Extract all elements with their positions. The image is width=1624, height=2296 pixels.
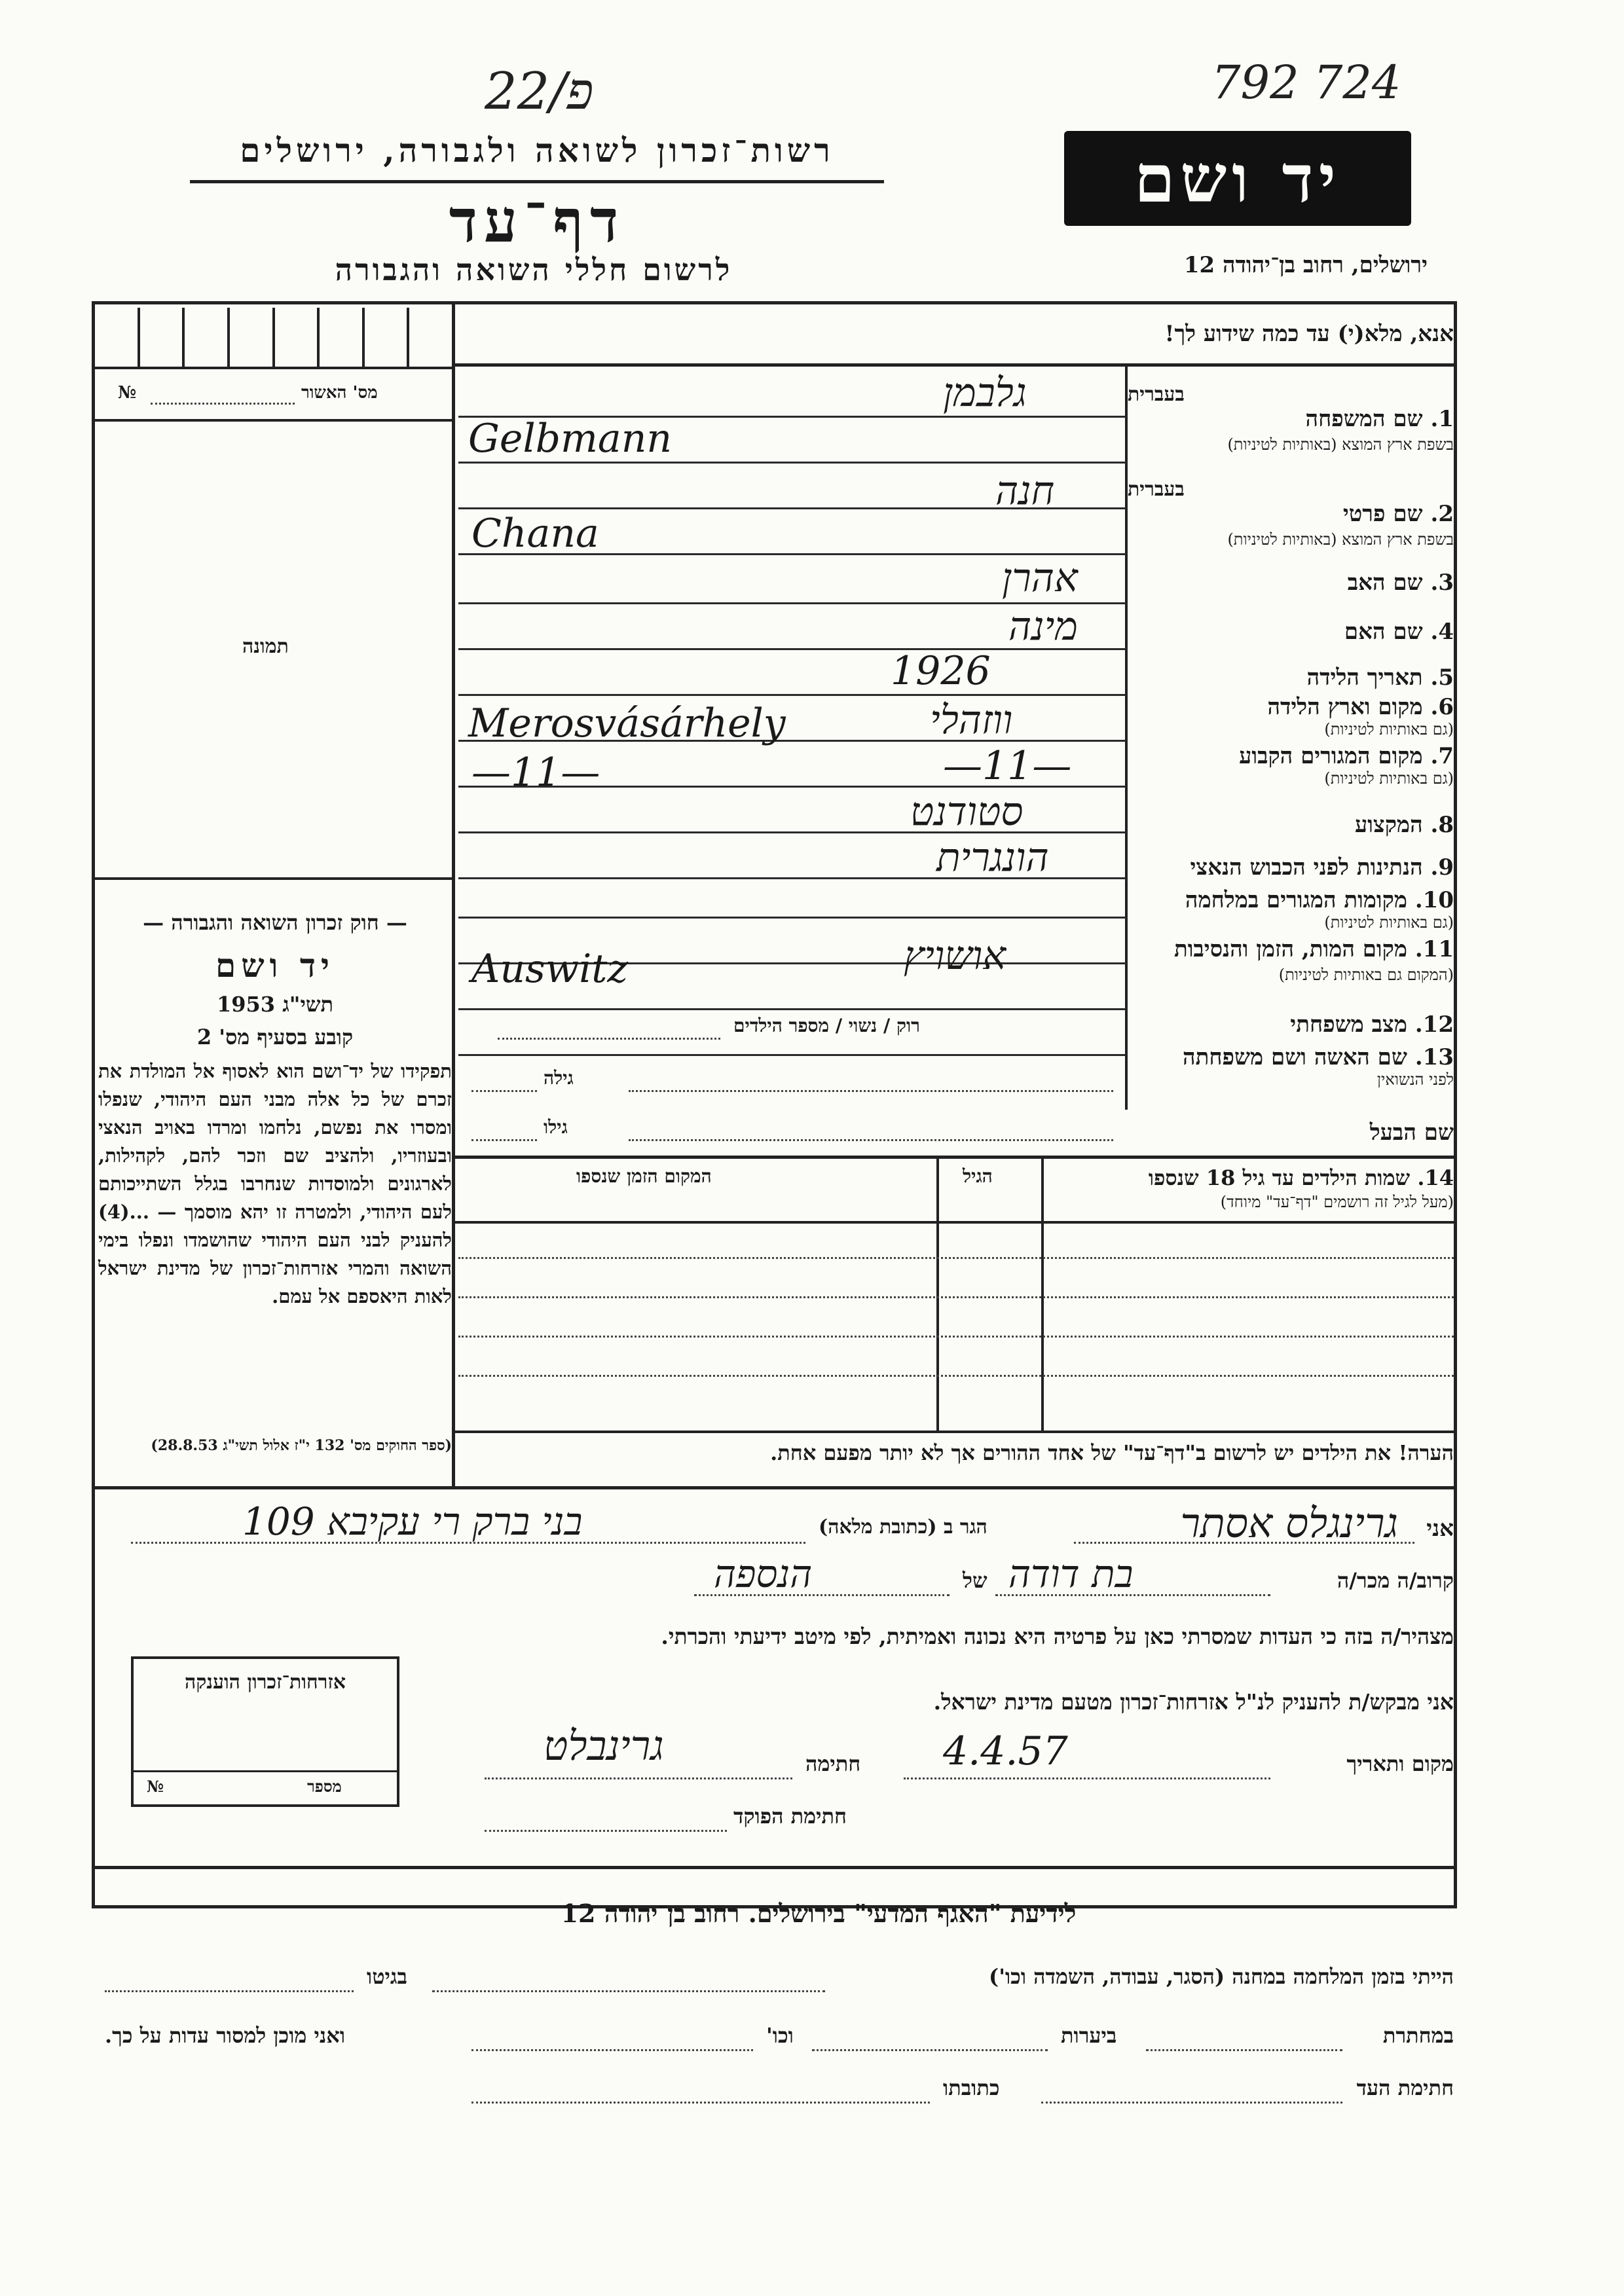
witness-address-label: כתובתו (943, 2075, 1000, 2100)
field-2-value-latin: Chana (471, 511, 599, 556)
field-2-label: 2. שם פרטי (1342, 501, 1454, 527)
citizenship-number-suffix: № (147, 1777, 164, 1796)
organization-name: רשות־זכרון לשואה ולגבורה, ירושלים (240, 131, 834, 170)
field-1-value-hebrew: גלבמן (943, 370, 1027, 416)
field-1-label: 1. שם המשפחה (1305, 406, 1454, 432)
husband-age-label: גילו (544, 1116, 568, 1138)
underground-label: במחתרת (1382, 2023, 1454, 2048)
field-11-value-hebrew: אושויץ (904, 933, 1006, 979)
field-3-label: 3. שם האב (1347, 570, 1454, 596)
children-sub: (מעל לגיל זה רושמים "דף־עד" מיוחד) (1220, 1193, 1454, 1211)
law-name: יד ושם (215, 946, 335, 985)
field-8-value: סטודנט (910, 789, 1024, 835)
signature-label: חתימה (805, 1751, 861, 1776)
form-title: דף־עד (449, 187, 625, 256)
left-column-divider (452, 301, 455, 1486)
field-13-sub: לפני הנשואין (1376, 1070, 1454, 1089)
field-10-sub: (גם באותיות לטיניות) (1324, 913, 1454, 932)
form-subtitle: לרשום חללי השואה והגבורה (335, 252, 733, 287)
husband-label: שם הבעל (1369, 1120, 1454, 1146)
field-7-value-hebrew: —11— (943, 743, 1072, 789)
of-value: הנספה (714, 1552, 813, 1596)
witness-signature-label: חתימת העד (1356, 2075, 1454, 2100)
ghetto-label: בגיטו (367, 1964, 407, 1989)
children-age-header: הגיל (963, 1165, 993, 1187)
reference-number: 792 724 (1211, 56, 1401, 109)
photo-label: תמונה (242, 635, 289, 658)
children-note: הערה! את הילדים יש לרשום ב"דף־עד" של אחד ההורים אך לא יותר מפעם אחת. (770, 1440, 1454, 1465)
wife-age-label: גילה (544, 1067, 574, 1089)
law-clause: קובע בסעיף מס' 2 (196, 1025, 354, 1049)
field-10-label: 10. מקומות המגורים במלחמה (1185, 887, 1454, 913)
declaration-text: מצהיר/ה בזה כי העדות שמסרתי כאן על פרטיה היא נכונה ואמיתית, לפי מיטב ידיעתי והכרתי. (661, 1624, 1454, 1649)
marital-status-options: רוק / נשוי / מספר הילדים (733, 1015, 920, 1036)
field-5-label: 5. תאריך הלידה (1306, 665, 1454, 691)
field-8-label: 8. המקצוע (1354, 812, 1454, 838)
field-1-hebrew-tag: בעברית (1128, 383, 1185, 406)
field-1-sub: בשפת ארץ המוצא (באותיות לטיניות) (1227, 435, 1454, 454)
approval-number-label: מס' האשור (301, 383, 378, 403)
field-4-value: מינה (1008, 604, 1078, 649)
field-9-label: 9. הנתינות לפני הכבוש הנאצי (1190, 854, 1454, 881)
relation-label: קרוב/ה מכר/ה (1337, 1568, 1454, 1593)
children-label: 14. שמות הילדים עד גיל 18 שנספו (1148, 1165, 1454, 1190)
field-2-value-hebrew: חנה (995, 468, 1055, 514)
field-9-value: הונגרית (936, 835, 1049, 881)
law-reference: (ספר החוקים מס' 132 י"ז אלול תשי"ג 28.8.53) (151, 1437, 452, 1454)
law-year: תשי"ג 1953 (217, 992, 333, 1017)
field-11-sub: (המקום גם באותיות לטיניות) (1278, 966, 1454, 984)
citizenship-title: אזרחות־זכרון הוענקה (184, 1671, 346, 1694)
field-6-value-hebrew: ווזהלי (930, 697, 1013, 743)
law-text: תפקידו של יד־ושם הוא לאסוף אל המולדת את זכרם של כל אלה מבני העם היהודי, שנפלו ומסרו את נפשם, נלחמו ומרדו באויב הנאצי ובעוזריו, ולהציב שם וזכר להם, לקהילות, לארגונים ולמוסדות שנחרבו בגלל השתייכותם לעם היהודי, ולמטרה זו יהא מוסמך — ...(4) להעניק לבני העם היהודי שהושמדו ונפלו בימי השואה והמרי אזרחות־זכרון של מדינת ישראל לאות היאספם אל עמם. (98, 1060, 452, 1307)
scientific-dept-title: לידיעת "האגף המדעי" בירושלים. רחוב בן־יהודה 12 (561, 1899, 1077, 1928)
field-2-sub: בשפת ארץ המוצא (באותיות לטיניות) (1227, 530, 1454, 549)
children-place-header: המקום הזמן שנספו (576, 1165, 712, 1187)
field-2-hebrew-tag: בעברית (1128, 478, 1185, 501)
field-13-label: 13. שם האשה ושם משפחתה (1183, 1044, 1454, 1070)
field-1-value-latin: Gelbmann (468, 416, 672, 462)
address: ירושלים, רחוב בן־יהודה 12 (1183, 252, 1428, 278)
citizenship-box (131, 1656, 399, 1807)
request-text: אני מבקש/ת להעניק לנ"ל אזרחות־זכרון מטעם מדינת ישראל. (933, 1689, 1454, 1715)
etc-label: וכו' (766, 2023, 794, 2048)
field-6-sub: (גם באותיות לטיניות) (1324, 720, 1454, 738)
field-11-label: 11. מקום המות, הזמן והנסיבות (1173, 936, 1454, 962)
intro-text: אנא, מלא(י) עד כמה שידוע לך! (1164, 321, 1454, 347)
field-7-value-latin: —11— (471, 750, 600, 795)
field-5-value: 1926 (891, 648, 991, 694)
field-7-label: 7. מקום המגורים הקבוע (1239, 743, 1454, 769)
approval-number-suffix: № (118, 383, 137, 403)
field-3-value: אהרן (1002, 555, 1078, 601)
field-7-sub: (גם באותיות לטיניות) (1324, 769, 1454, 788)
field-6-label: 6. מקום וארץ הלידה (1267, 694, 1454, 720)
signature-value: גרינבלט (544, 1722, 664, 1770)
forests-label: ביערות (1061, 2023, 1117, 2048)
of-label: של (963, 1568, 987, 1593)
law-title: — חוק זכרון השואה והגבורה — (143, 910, 407, 935)
field-4-label: 4. שם האם (1344, 619, 1454, 645)
yad-vashem-logo: יד ושם (1064, 131, 1411, 226)
field-6-value-latin: Merosvásárhely (468, 701, 786, 746)
citizenship-number-label: מספר (307, 1777, 342, 1796)
header-rule (190, 180, 884, 183)
approval-number-field (151, 403, 295, 405)
declarant-ani: אני (1426, 1516, 1454, 1542)
officer-signature-label: חתימת הפוקד (733, 1804, 847, 1829)
field-12-label: 12. מצב משפחתי (1290, 1011, 1454, 1038)
place-date-label: מקום ותאריך (1346, 1751, 1454, 1776)
relation-value: בת דודה (1008, 1552, 1134, 1596)
approval-tick-boxes (95, 308, 452, 369)
camp-line-label: הייתי בזמן המלחמה במחנה (הסגר, עבודה, השמדה וכו') (989, 1964, 1454, 1989)
field-11-value-latin: Auswitz (471, 946, 629, 992)
testimony-willing: ואני מוכן למסור עדות על כך. (105, 2023, 346, 2048)
residing-label: הגר ב (כתובת מלאה) (819, 1516, 987, 1539)
declarant-name: גרינגלס אסתר (1180, 1499, 1398, 1547)
declarant-address: בני ברק רי עקיבא 109 (242, 1499, 583, 1544)
reference-handwritten: 22/פ (485, 62, 594, 121)
place-date-value: 4.4.57 (943, 1728, 1068, 1774)
